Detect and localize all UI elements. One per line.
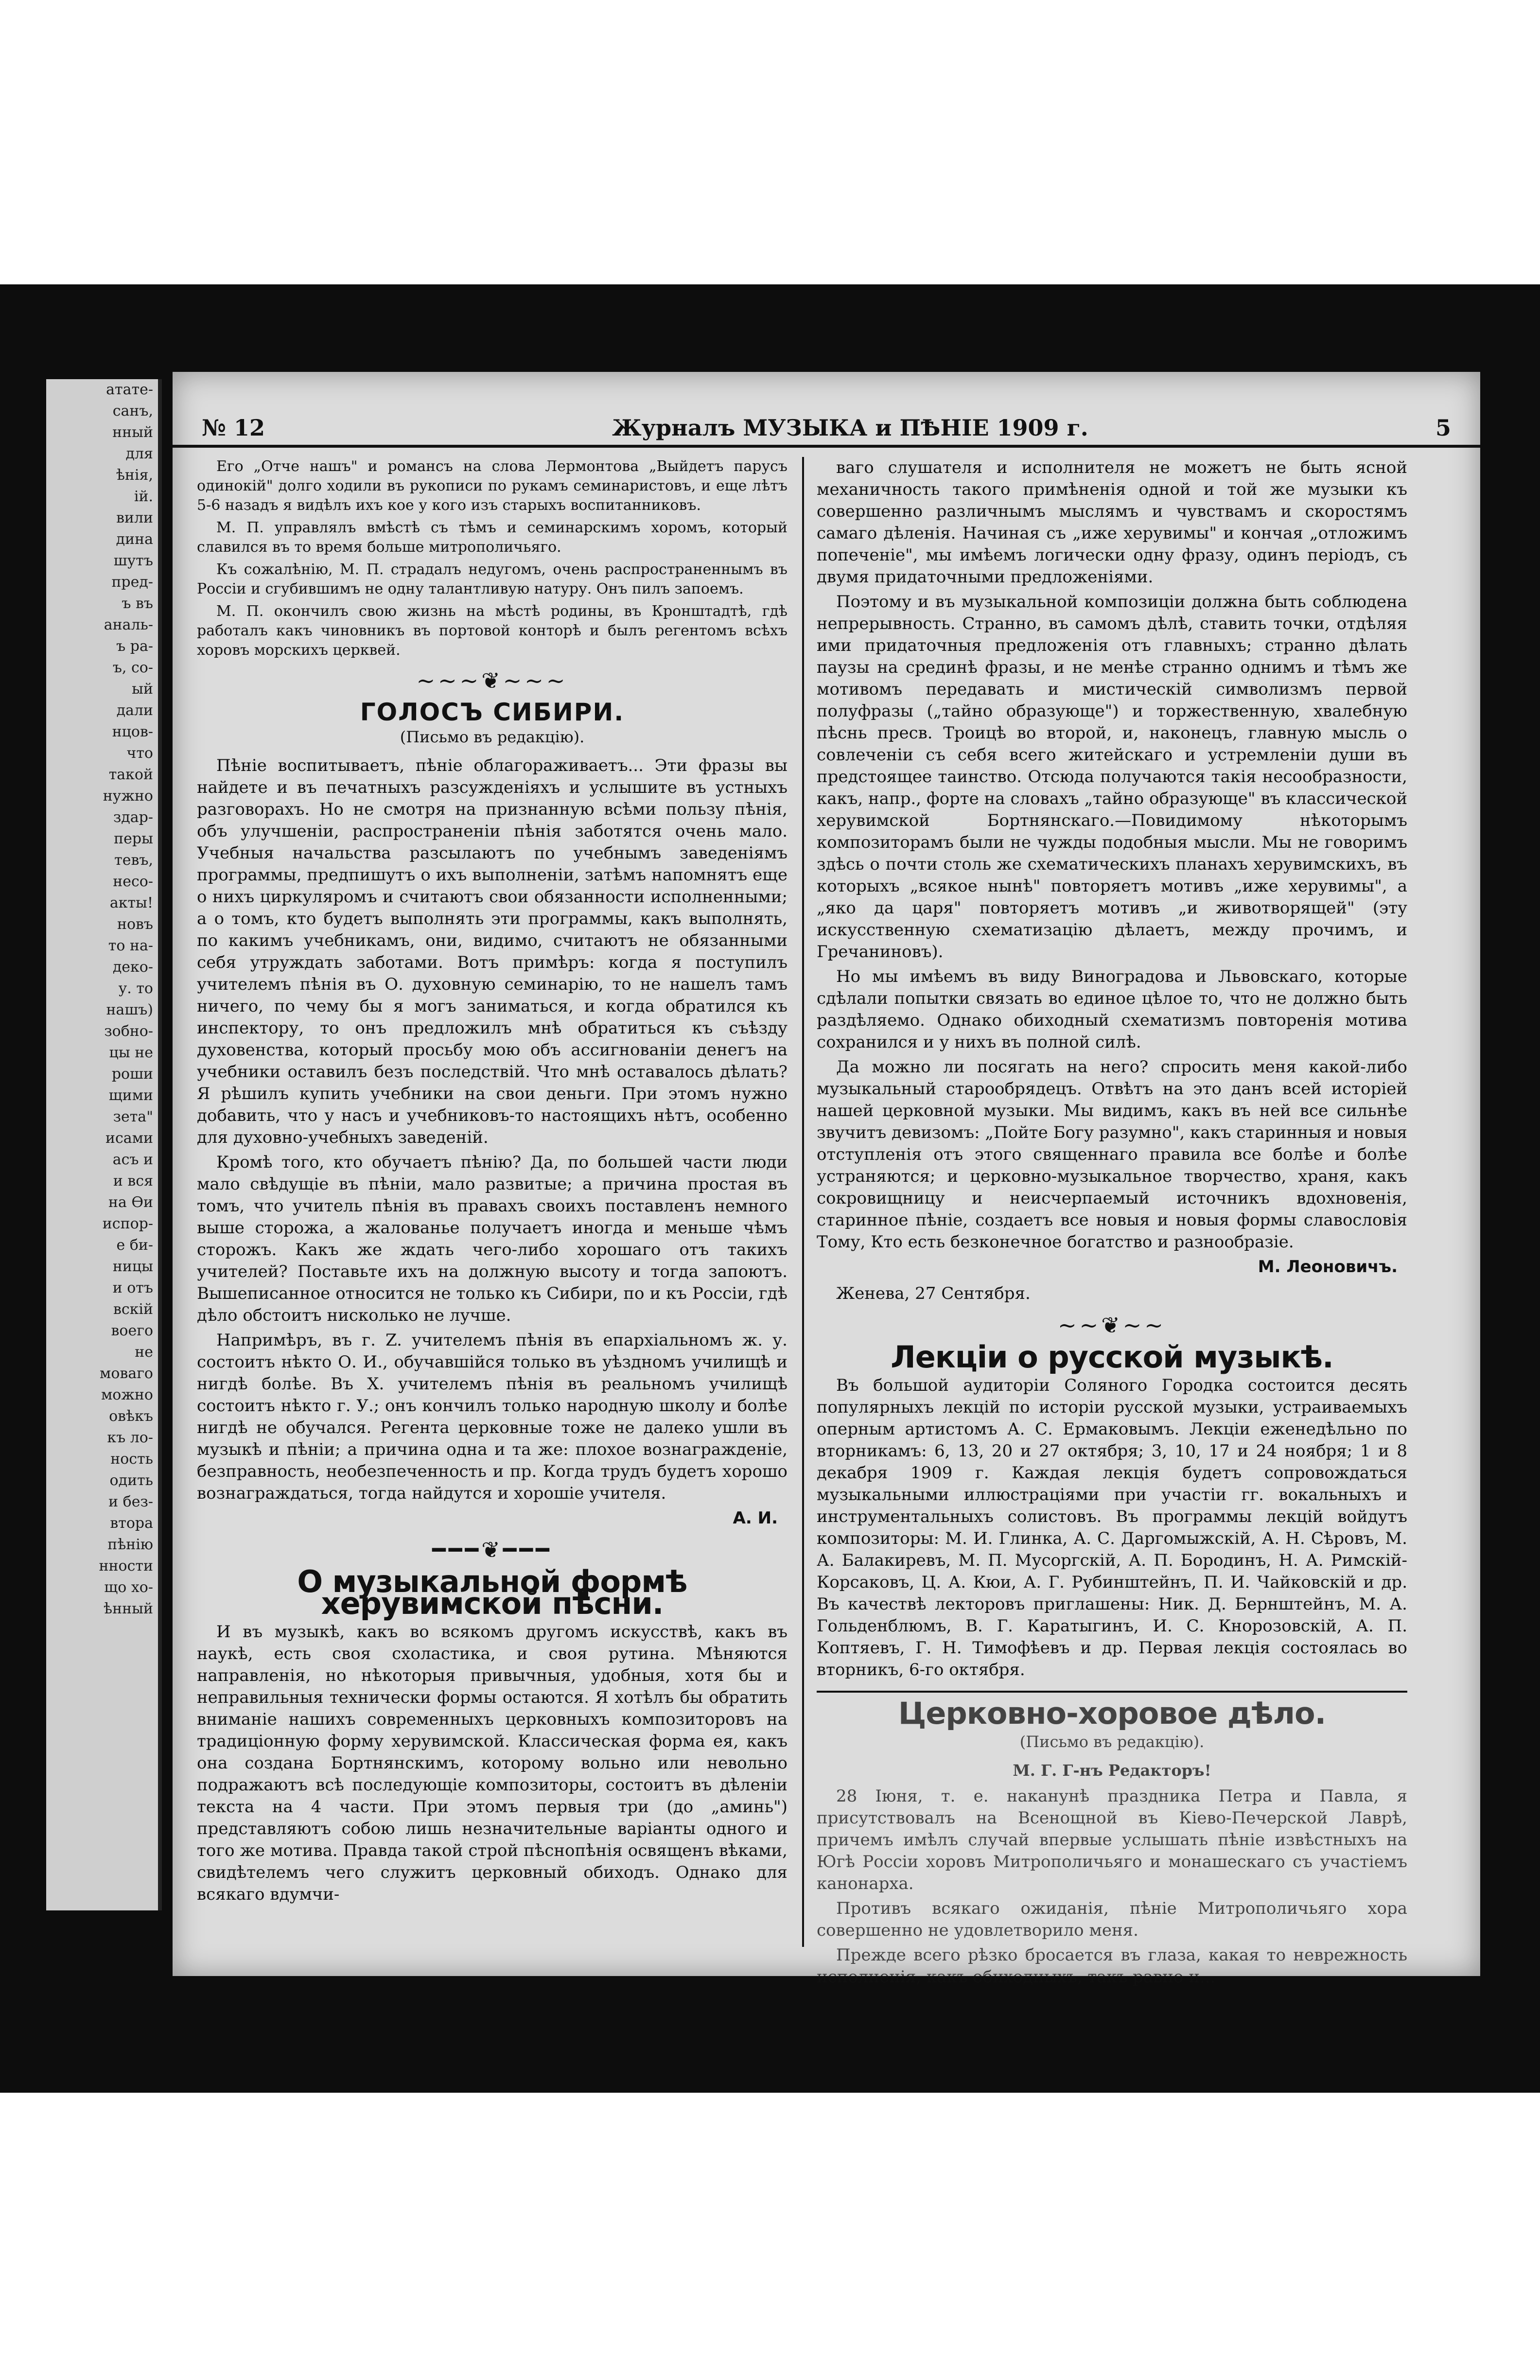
article-kheruvimskaya — [197, 1564, 788, 1906]
adjacent-text-fragment: для — [125, 445, 153, 462]
adjacent-text-fragment: ѣнный — [104, 1600, 153, 1617]
adjacent-text-fragment: и вся — [113, 1172, 153, 1190]
adjacent-text-fragment: къ ло- — [107, 1429, 153, 1446]
adjacent-text-fragment: дина — [116, 531, 153, 548]
adjacent-text-fragment: пред- — [111, 574, 153, 591]
adjacent-page-text — [46, 379, 158, 1620]
adjacent-text-fragment: санъ, — [112, 402, 153, 420]
adjacent-text-fragment: ый — [132, 681, 153, 698]
paragraph: Кромѣ того, кто обучаетъ пѣнію? Да, по большей части люди мало свѣдущіе въ пѣніи, мало развитые; а причина простая въ томъ, что учитель пѣнія въ правахъ своихъ поставленъ немного выше сторожа, а жалованье получаетъ иногда и меньше чѣмъ сторожъ. Какъ же ждать чего-либо хорошаго отъ такихъ учителей? Поставьте ихъ на должную высоту и тогда запоютъ. Вышеписанное относится не только къ Сибири, по и къ Россіи, гдѣ дѣло обстоитъ нисколько не лучше. — [197, 1153, 788, 1325]
adjacent-text-fragment: ъ ра- — [116, 638, 153, 655]
footnote: М. П. окончилъ свою жизнь на мѣстѣ родины, въ Кронштадтѣ, гдѣ работалъ какъ чиновникъ въ портовой конторѣ и былъ регентомъ всѣхъ хоровъ морскихъ церквей. — [197, 603, 788, 659]
adjacent-text-fragment: цы не — [109, 1044, 153, 1061]
ornament-divider: ━━━❦━━━ — [432, 1537, 552, 1563]
adjacent-text-fragment: здар- — [113, 809, 153, 826]
adjacent-text-fragment: и отъ — [112, 1279, 153, 1296]
article-golos-sibiri — [197, 698, 788, 1529]
adjacent-text-fragment: не — [135, 1344, 153, 1361]
footnote: Его „Отче нашъ" и романсъ на слова Лермонтова „Выйдетъ парусъ одинокій" долго ходили въ рукописи по рукамъ семинаристовъ, и еще лѣтъ 5-6 назадъ я видѣлъ ихъ кое у кого изъ старыхъ воспитанниковъ. — [197, 458, 788, 514]
paragraph: ваго слушателя и исполнителя не можетъ не быть ясной механичность такого примѣненія одной и той же музыки къ совершенно различнымъ мыслямъ и чувствамъ и скоростямъ самаго дѣленія. Начиная съ „иже херувимы" и кончая „отложимъ попеченіе", мы имѣемъ логически одну фразу, одинъ періодъ, съ двумя придаточными предложеніями. — [817, 458, 1407, 587]
adjacent-text-fragment: деко- — [112, 959, 153, 976]
adjacent-text-fragment: исами — [105, 1130, 153, 1147]
salutation: М. Г. Г-нъ Редакторъ! — [1013, 1761, 1211, 1780]
adjacent-text-fragment: аналь- — [104, 616, 153, 633]
article-subtitle: (Письмо въ редакцію). — [1019, 1732, 1205, 1751]
adjacent-text-fragment: роши — [111, 1066, 153, 1083]
adjacent-text-fragment: воего — [111, 1322, 153, 1339]
adjacent-text-fragment: нный — [112, 424, 153, 441]
article-title: ГОЛОСЪ СИБИРИ. — [360, 698, 625, 726]
adjacent-text-fragment: ъ въ — [122, 595, 153, 612]
adjacent-text-fragment: асъ и — [112, 1151, 153, 1168]
adjacent-text-fragment: дали — [116, 702, 153, 719]
article-subtitle: (Письмо въ редакцію). — [400, 728, 585, 746]
adjacent-text-fragment: у. то — [118, 980, 153, 997]
adjacent-text-fragment: нужно — [103, 788, 153, 805]
adjacent-text-fragment: перы — [114, 830, 153, 847]
signature: М. Леоновичъ. — [1258, 1257, 1398, 1277]
section-rule — [817, 1691, 1407, 1693]
adjacent-text-fragment: одить — [109, 1472, 153, 1489]
paragraph: Прежде всего рѣзко бросается въ глаза, какая то неврежность исполненія, какъ обиходныхъ, такъ равно и... — [817, 1945, 1407, 1987]
adjacent-text-fragment: ъ, со- — [112, 659, 153, 676]
footnote: Къ сожалѣнію, М. П. страдалъ недугомъ, очень распространеннымъ въ Россіи и сгубившимъ не одну талантливую натуру. Онъ пилъ запоемъ. — [197, 561, 788, 597]
adjacent-text-fragment: ій. — [134, 488, 153, 505]
adjacent-page-fragment — [46, 379, 162, 1910]
adjacent-text-fragment: тевъ, — [114, 852, 153, 869]
adjacent-text-fragment: и без- — [108, 1493, 153, 1510]
adjacent-text-fragment: несо- — [113, 873, 153, 890]
newspaper-page — [173, 372, 1480, 1987]
article-lekcii — [817, 1339, 1407, 1681]
article-cerkovno-khorovoe — [817, 1696, 1407, 1988]
adjacent-text-fragment: ѣнія, — [116, 467, 153, 484]
article-title: Церковно-хоровое дѣло. — [898, 1696, 1326, 1731]
paragraph: Напримѣръ, въ г. Z. учителемъ пѣнія въ епархіальномъ ж. у. состоитъ нѣкто О. И., обучавшійся только въ уѣздномъ училищѣ и нигдѣ болѣе. Въ Х. учителемъ пѣнія въ реальномъ училищѣ состоитъ нѣкто г. У.; онъ кончилъ только народную школу и болѣе нигдѣ не обучался. Регента церковные тоже не далеко ушли въ музыкѣ и пѣніи; а причина одна и та же: плохое вознагражденіе, безправность, необезпеченность и пр. Когда трудъ будетъ хорошо вознаграждаться, тогда найдутся и хорошіе учителя. — [197, 1330, 788, 1503]
footnotes — [197, 457, 788, 660]
adjacent-text-fragment: овѣкъ — [109, 1408, 153, 1425]
adjacent-text-fragment: зета" — [113, 1108, 153, 1125]
paragraph: И въ музыкѣ, какъ во всякомъ другомъ искусствѣ, какъ въ наукѣ, есть своя схоластика, и своя рутина. Мѣняются направленія, но нѣкоторыя привычныя, удобныя, хотя бы и неправильныя технически формы остаются. Я хотѣлъ бы обратить вниманіе нашихъ современныхъ церковныхъ композиторовъ на традиціонную форму херувимской. Классическая форма ея, какъ она создана Бортнянскимъ, которому вольно или невольно подражаютъ всѣ последующіе композиторы, состоитъ въ дѣленіи текста на 4 части. При этомъ первыя три (до „аминь") представляютъ собою лишь незначительные варіанты одного и того же мотива. Правда такой строй пѣснопѣнія освященъ вѣками, свидѣтелемъ чего служитъ церковный обиходъ. Однако для всякаго вдумчи- — [197, 1622, 788, 1904]
left-column — [197, 457, 788, 1947]
adjacent-text-fragment: втора — [110, 1515, 153, 1532]
paragraph: 28 Іюня, т. е. наканунѣ праздника Петра и Павла, я присутствовалъ на Всенощной въ Кіево-Печерской Лаврѣ, причемъ имѣлъ случай впервые услышать пѣніе извѣстныхъ на Югѣ Россіи хоровъ Митрополичьяго и монашескаго съ участіемъ канонарха. — [817, 1786, 1407, 1893]
adjacent-text-fragment: на Ѳи — [108, 1194, 153, 1211]
column-divider — [802, 457, 804, 1947]
journal-title: Журналъ МУЗЫКА и ПѢНІЕ 1909 г. — [612, 415, 1088, 441]
adjacent-text-fragment: ность — [110, 1451, 153, 1468]
ornament-divider: ~~❦~~ — [1058, 1312, 1166, 1338]
adjacent-text-fragment: новъ — [117, 916, 153, 933]
adjacent-text-fragment: щими — [108, 1087, 153, 1104]
adjacent-text-fragment: акты! — [109, 894, 153, 911]
adjacent-text-fragment: шутъ — [113, 552, 153, 569]
page-number: 5 — [1435, 415, 1451, 441]
adjacent-text-fragment: зобно- — [104, 1023, 153, 1040]
adjacent-text-fragment: е би- — [116, 1237, 153, 1254]
adjacent-text-fragment: пѣнію — [107, 1536, 153, 1553]
dateline: Женева, 27 Сентября. — [836, 1284, 1031, 1303]
adjacent-text-fragment: можно — [101, 1386, 153, 1403]
adjacent-text-fragment: моваго — [100, 1365, 153, 1382]
adjacent-text-fragment: нашъ) — [106, 1001, 153, 1018]
adjacent-text-fragment: ницы — [112, 1258, 153, 1275]
adjacent-text-fragment: вили — [116, 509, 153, 526]
adjacent-text-fragment: такой — [108, 766, 153, 783]
adjacent-text-fragment: атате- — [106, 381, 153, 398]
article-title: Лекціи о русской музыкѣ. — [891, 1339, 1333, 1375]
article-kheruvimskaya-continued — [817, 457, 1407, 1305]
right-column — [817, 457, 1407, 1987]
paragraph: Но мы имѣемъ въ виду Виноградова и Львовскаго, которые сдѣлали попытки связать во единое цѣлое то, что не должно быть раздѣляемо. Однако обиходный схематизмъ повторенія мотива сохранился и у нихъ въ полной силѣ. — [817, 967, 1407, 1052]
footnote: М. П. управлялъ вмѣстѣ съ тѣмъ и семинарскимъ хоромъ, который славился въ то время больше митрополичьяго. — [197, 519, 788, 556]
adjacent-text-fragment: то на- — [108, 937, 153, 954]
article-title: О музыкальной формѣ херувимской пѣсни. — [297, 1564, 687, 1621]
signature: А. И. — [733, 1508, 778, 1528]
ornament-divider: ~~~❦~~~ — [416, 667, 568, 694]
adjacent-text-fragment: що хо- — [104, 1579, 153, 1596]
adjacent-text-fragment: что — [126, 745, 153, 762]
paragraph: Противъ всякаго ожиданія, пѣніе Митрополичьяго хора совершенно не удовлетворило меня. — [817, 1899, 1407, 1940]
adjacent-text-fragment: вскій — [113, 1301, 153, 1318]
adjacent-text-fragment: нности — [99, 1558, 153, 1575]
paragraph: Да можно ли посягать на него? спросить меня какой-либо музыкальный старообрядецъ. Отвѣтъ на это данъ всей исторіей нашей церковной музыки. Мы видимъ, какъ въ ней все сильнѣе звучитъ девизомъ: „Пойте Богу разумно", какъ старинныя и новыя отступленія отъ этого священнаго правила все болѣе и болѣе устраняются; и церковно-музыкальное творчество, храня, какъ сокровищницу и неисчерпаемый источникъ вдохновенія, старинное пѣніе, создаетъ все новыя и новыя формы славословія Тому, Кто есть безконечное богатство и разнообразіе. — [817, 1057, 1407, 1252]
paragraph: Въ большой аудиторіи Соляного Городка состоится десять популярныхъ лекцій по исторіи русской музыки, устраиваемыхъ оперным артистомъ А. С. Ермаковымъ. Лекціи еженедѣльно по вторникамъ: 6, 13, 20 и 27 октября; 3, 10, 17 и 24 ноября; 1 и 8 декабря 1909 г. Каждая лекція будетъ сопровождаться музыкальными иллюстраціями при участіи гг. вокальныхъ и инструментальныхъ солистовъ. Въ программы лекцій войдутъ композиторы: М. И. Глинка, А. С. Даргомыжскій, А. Н. Сѣровъ, М. А. Балакиревъ, М. П. Мусоргскій, А. П. Бородинъ, Н. А. Римскій-Корсаковъ, Ц. А. Кюи, А. Г. Рубинштейнъ, П. И. Чайковскій и др. Въ качествѣ лекторовъ приглашены: Ник. Д. Бернштейнъ, М. А. Гольденблюмъ, В. Г. Каратыгинъ, И. С. Кнорозовскій, А. П. Коптяевъ, Г. Н. Тимофѣевъ и др. Первая лекція состоялась во вторникъ, 6-го октября. — [817, 1376, 1407, 1680]
issue-number: № 12 — [202, 415, 265, 441]
page-header — [173, 411, 1480, 448]
paragraph: Пѣніе воспитываетъ, пѣніе облагораживаетъ... Эти фразы вы найдете и въ печатныхъ разсужденіяхъ и услышите въ устныхъ разговорахъ. Но не смотря на признанную всѣми пользу пѣнія, объ улучшеніи, распространеніи пѣнія заботятся очень мало. Учебныя начальства разсылаютъ по учебнымъ заведеніямъ программы, предпишутъ о ихъ выполненіи, затѣмъ напомнятъ еще о нихъ циркуляромъ и считаютъ свои обязанности исполненными; а о томъ, кто будетъ выполнять эти программы, какъ выполнять, по какимъ учебникамъ, они, видимо, считаютъ не обязанными себя утруждать заботами. Вотъ примѣръ: когда я поступилъ учителемъ пѣнія въ О. духовную семинарію, то не нашелъ тамъ ничего, по чему бы я могъ заниматься, и когда обратился къ инспектору, то онъ предложилъ мнѣ обратиться къ съѣзду духовенства, который просьбу мою объ ассигнованіи денегъ на учебники оставилъ безъ последствій. Что мнѣ оставалось дѣлать? Я рѣшилъ купить учебники на свои деньги. При этомъ нужно добавить, что у насъ и учебниковъ-то настоящихъ нѣтъ, особенно для духовно-учебныхъ заведеній. — [197, 756, 788, 1147]
adjacent-text-fragment: испор- — [102, 1215, 153, 1232]
paragraph: Поэтому и въ музыкальной композиціи должна быть соблюдена непрерывность. Странно, въ самомъ дѣлѣ, ставить точки, отдѣляя ими придаточныя предложенія отъ главныхъ; странно дѣлать паузы на срединѣ фразы, и не менѣе странно однимъ и тѣмъ же мотивомъ передавать и мистическій символизмъ первой полуфразы („тайно образующе") и торжественную, хвалебную пѣснь пресв. Троицѣ во второй, и, наконецъ, главную мысль о совлеченіи съ себя всего житейскаго и устремленіи души въ предстоящее таинство. Отсюда получаются такія несообразности, какъ, напр., форте на словахъ „тайно образующе" въ классической херувимской Бортнянскаго.—Повидимому нѣкоторымъ композиторамъ были не чужды подобныя мысли. Мы не говоримъ здѣсь о почти столь же схематическихъ планахъ херувимскихъ, въ которыхъ „всякое нынѣ" повторяетъ мотивъ „иже херувимы", а „яко да царя" повторяетъ мотивъ „и животворящей" (эту искусственную схематизацію дѣлаетъ, между прочимъ, и Гречаниновъ). — [817, 592, 1407, 962]
adjacent-text-fragment: нцов- — [112, 723, 153, 740]
